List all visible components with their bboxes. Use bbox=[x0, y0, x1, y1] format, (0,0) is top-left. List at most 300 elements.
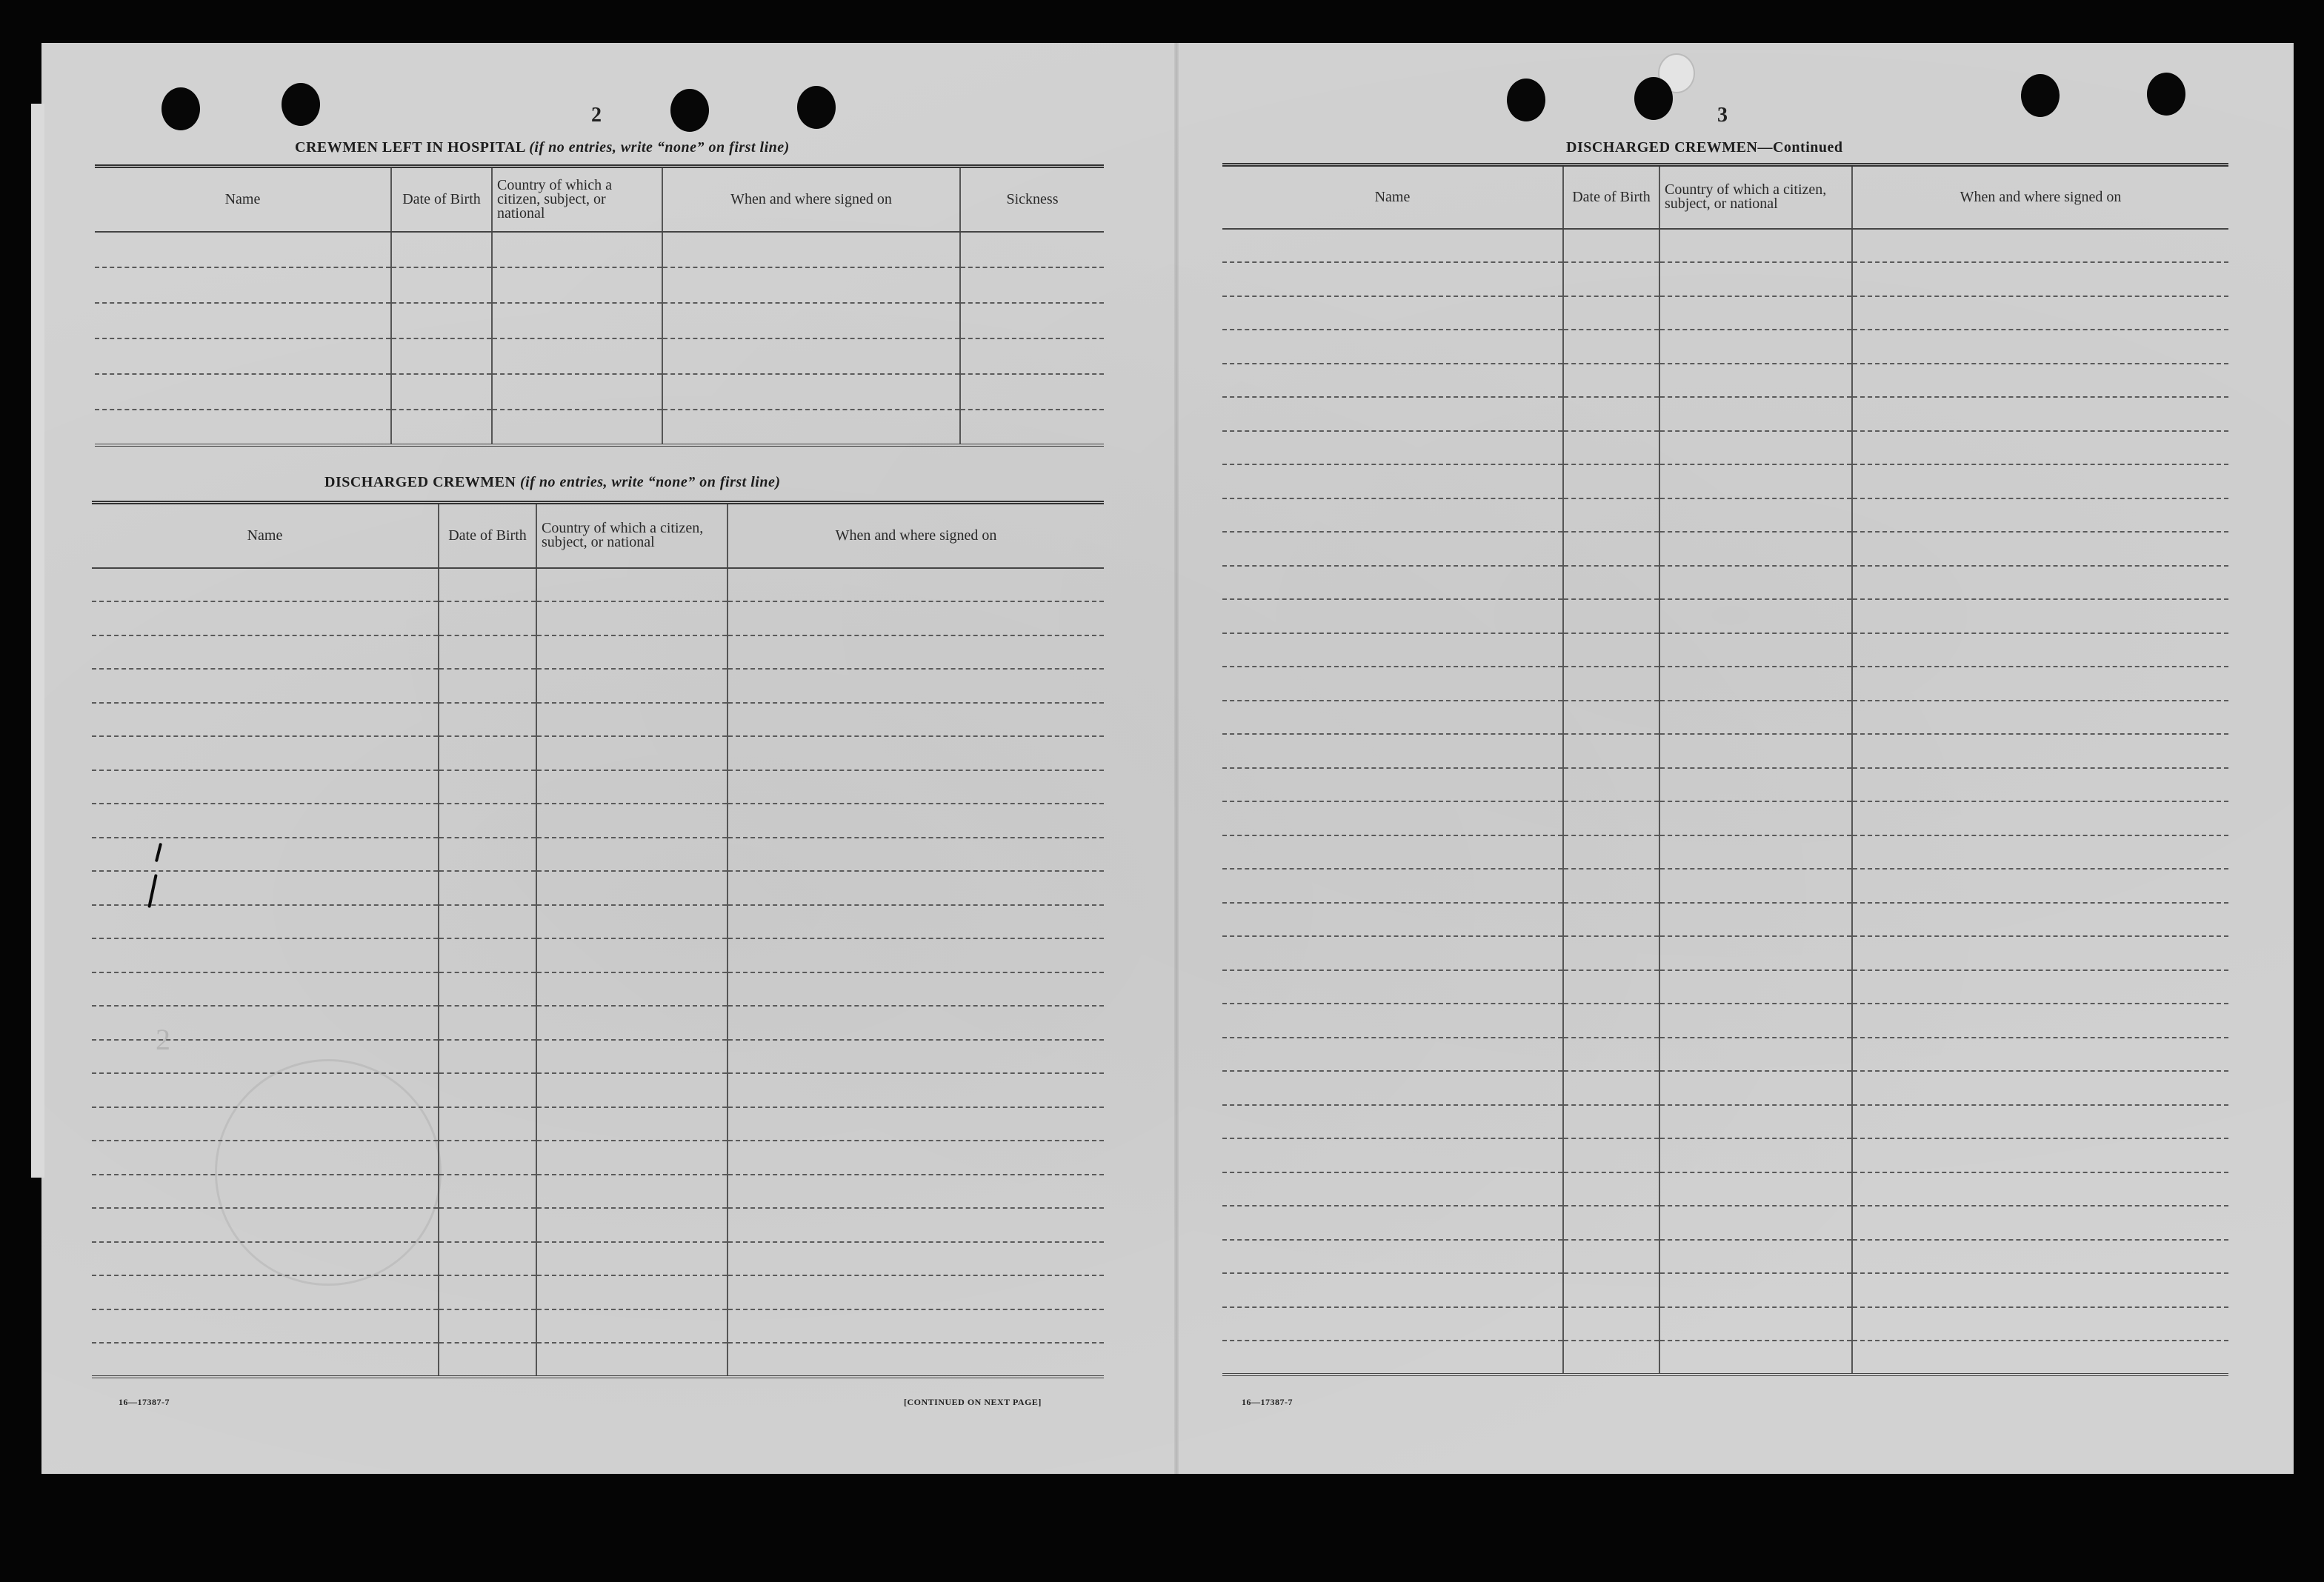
table-cell bbox=[92, 1275, 439, 1309]
table-cell bbox=[1659, 229, 1852, 263]
table-cell bbox=[1659, 1138, 1852, 1172]
table-row bbox=[1222, 330, 2228, 364]
table-cell bbox=[1222, 835, 1563, 870]
table-cell bbox=[1659, 1172, 1852, 1206]
table-cell bbox=[960, 232, 1104, 267]
table-cell bbox=[492, 232, 662, 267]
table-cell bbox=[536, 703, 728, 737]
table-cell bbox=[1852, 903, 2228, 937]
table-cell bbox=[391, 232, 492, 267]
table-cell bbox=[1222, 1273, 1563, 1307]
table-cell bbox=[1659, 801, 1852, 835]
table-cell bbox=[1852, 869, 2228, 903]
table-cell bbox=[1563, 633, 1659, 667]
table-cell bbox=[95, 338, 391, 374]
table-cell bbox=[1852, 532, 2228, 566]
table-cell bbox=[1222, 1071, 1563, 1105]
table-row bbox=[92, 669, 1104, 703]
table-cell bbox=[1222, 701, 1563, 735]
column-header-country: Country of which a citizen, subject, or national bbox=[492, 167, 662, 232]
table-row bbox=[92, 770, 1104, 804]
table-cell bbox=[1222, 1038, 1563, 1072]
table-cell bbox=[95, 232, 391, 267]
discharged-table-body bbox=[92, 568, 1104, 1377]
table-row bbox=[1222, 1138, 2228, 1172]
table-cell bbox=[1563, 1206, 1659, 1240]
table-cell bbox=[536, 838, 728, 872]
table-cell bbox=[92, 635, 439, 670]
table-cell bbox=[1563, 330, 1659, 364]
table-cell bbox=[391, 374, 492, 410]
table-row bbox=[1222, 1071, 2228, 1105]
table-row bbox=[92, 838, 1104, 872]
table-cell bbox=[536, 1343, 728, 1377]
table-cell bbox=[1563, 734, 1659, 768]
table-cell bbox=[1222, 498, 1563, 533]
column-header-signed-on: When and where signed on bbox=[1852, 165, 2228, 229]
table-row bbox=[1222, 667, 2228, 701]
table-cell bbox=[439, 1040, 536, 1074]
table-cell bbox=[439, 1242, 536, 1276]
table-cell bbox=[92, 1073, 439, 1107]
table-cell bbox=[536, 601, 728, 635]
table-cell bbox=[92, 1175, 439, 1209]
table-cell bbox=[92, 1040, 439, 1074]
table-row bbox=[1222, 229, 2228, 263]
table-cell bbox=[95, 410, 391, 445]
table-cell bbox=[1659, 296, 1852, 330]
table-cell bbox=[1563, 431, 1659, 465]
table-cell bbox=[92, 770, 439, 804]
column-header-country: Country of which a citizen, subject, or national bbox=[1659, 165, 1852, 229]
section-title-note: (if no entries, write “none” on first line) bbox=[519, 474, 781, 490]
column-header-name: Name bbox=[95, 167, 391, 232]
table-cell bbox=[728, 1242, 1104, 1276]
table-cell bbox=[1222, 633, 1563, 667]
table-cell bbox=[1563, 835, 1659, 870]
table-cell bbox=[1222, 296, 1563, 330]
table-cell bbox=[1659, 1341, 1852, 1375]
table-row bbox=[1222, 262, 2228, 296]
table-cell bbox=[728, 972, 1104, 1007]
table-cell bbox=[728, 1006, 1104, 1040]
table-cell bbox=[1563, 464, 1659, 498]
table-cell bbox=[1852, 1004, 2228, 1038]
table-cell bbox=[960, 267, 1104, 303]
table-row bbox=[1222, 936, 2228, 970]
table-cell bbox=[662, 232, 960, 267]
table-cell bbox=[1659, 1038, 1852, 1072]
table-cell bbox=[1852, 1307, 2228, 1341]
table-row bbox=[1222, 532, 2228, 566]
column-header-date-of-birth: Date of Birth bbox=[391, 167, 492, 232]
table-row bbox=[95, 338, 1104, 374]
table-cell bbox=[95, 303, 391, 338]
table-cell bbox=[92, 905, 439, 939]
table-row bbox=[92, 1343, 1104, 1377]
section-title-discharged bbox=[324, 474, 781, 491]
table-cell bbox=[92, 838, 439, 872]
table-row bbox=[95, 232, 1104, 267]
table-row bbox=[92, 1141, 1104, 1175]
table-cell bbox=[1852, 1138, 2228, 1172]
table-cell bbox=[439, 972, 536, 1007]
table-cell bbox=[1222, 801, 1563, 835]
section-title-main: DISCHARGED CREWMEN bbox=[324, 474, 516, 490]
table-cell bbox=[728, 601, 1104, 635]
table-row bbox=[1222, 1172, 2228, 1206]
table-row bbox=[95, 267, 1104, 303]
table-cell bbox=[1563, 768, 1659, 802]
column-header-date-of-birth: Date of Birth bbox=[1563, 165, 1659, 229]
table-cell bbox=[1659, 768, 1852, 802]
table-cell bbox=[1222, 1341, 1563, 1375]
punch-hole bbox=[1507, 79, 1545, 121]
table-cell bbox=[92, 938, 439, 972]
page-fold bbox=[1174, 43, 1179, 1474]
table-cell bbox=[1563, 498, 1659, 533]
column-header-name: Name bbox=[1222, 165, 1563, 229]
table-cell bbox=[1222, 970, 1563, 1004]
table-cell bbox=[1222, 734, 1563, 768]
punch-hole bbox=[162, 87, 200, 130]
table-cell bbox=[1222, 936, 1563, 970]
page-number: 2 bbox=[591, 104, 602, 127]
table-cell bbox=[1659, 1071, 1852, 1105]
table-cell bbox=[728, 770, 1104, 804]
table-cell bbox=[1659, 1206, 1852, 1240]
table-cell bbox=[1659, 330, 1852, 364]
table-row bbox=[1222, 1206, 2228, 1240]
table-cell bbox=[1852, 667, 2228, 701]
table-cell bbox=[1222, 1172, 1563, 1206]
table-cell bbox=[1563, 296, 1659, 330]
table-cell bbox=[1222, 903, 1563, 937]
table-cell bbox=[1659, 835, 1852, 870]
table-cell bbox=[1852, 330, 2228, 364]
section-title-note: (if no entries, write “none” on first line) bbox=[529, 139, 790, 156]
table-cell bbox=[439, 905, 536, 939]
table-cell bbox=[536, 1175, 728, 1209]
table-cell bbox=[1563, 1071, 1659, 1105]
table-cell bbox=[536, 669, 728, 703]
table-row bbox=[1222, 701, 2228, 735]
table-row bbox=[1222, 1341, 2228, 1375]
table-cell bbox=[1563, 701, 1659, 735]
table-cell bbox=[1852, 464, 2228, 498]
table-cell bbox=[1852, 936, 2228, 970]
faint-mark: 2 bbox=[156, 1023, 170, 1056]
table-cell bbox=[1659, 1273, 1852, 1307]
table-row bbox=[92, 1107, 1104, 1141]
table-cell bbox=[1659, 667, 1852, 701]
table-cell bbox=[1852, 262, 2228, 296]
table-cell bbox=[439, 1141, 536, 1175]
table-cell bbox=[439, 1309, 536, 1344]
table-cell bbox=[1222, 1206, 1563, 1240]
table-cell bbox=[728, 568, 1104, 602]
table-cell bbox=[728, 1343, 1104, 1377]
table-cell bbox=[492, 267, 662, 303]
table-row bbox=[92, 1275, 1104, 1309]
table-cell bbox=[1222, 229, 1563, 263]
table-cell bbox=[1563, 1240, 1659, 1274]
table-cell bbox=[536, 1242, 728, 1276]
table-row bbox=[95, 303, 1104, 338]
table-row bbox=[92, 905, 1104, 939]
table-cell bbox=[1222, 431, 1563, 465]
table-cell bbox=[1563, 262, 1659, 296]
table-row bbox=[92, 1006, 1104, 1040]
table-cell bbox=[492, 303, 662, 338]
section-title-main: CREWMEN LEFT IN HOSPITAL bbox=[295, 139, 525, 156]
table-cell bbox=[1852, 1172, 2228, 1206]
table-cell bbox=[1659, 903, 1852, 937]
table-cell bbox=[439, 736, 536, 770]
table-cell bbox=[1659, 970, 1852, 1004]
table-cell bbox=[728, 905, 1104, 939]
table-cell bbox=[439, 938, 536, 972]
table-cell bbox=[1659, 701, 1852, 735]
table-cell bbox=[1852, 566, 2228, 600]
table-cell bbox=[439, 1275, 536, 1309]
table-cell bbox=[1563, 801, 1659, 835]
table-row bbox=[92, 972, 1104, 1007]
table-row bbox=[1222, 1038, 2228, 1072]
column-header-name: Name bbox=[92, 503, 439, 568]
table-cell bbox=[492, 410, 662, 445]
table-cell bbox=[1222, 599, 1563, 633]
table-cell bbox=[92, 1343, 439, 1377]
table-cell bbox=[536, 736, 728, 770]
table-cell bbox=[1852, 599, 2228, 633]
table-cell bbox=[536, 1208, 728, 1242]
table-row bbox=[1222, 801, 2228, 835]
table-row bbox=[92, 635, 1104, 670]
table-cell bbox=[728, 635, 1104, 670]
table-cell bbox=[1563, 599, 1659, 633]
table-cell bbox=[391, 410, 492, 445]
table-cell bbox=[536, 871, 728, 905]
table-cell bbox=[1222, 464, 1563, 498]
table-row bbox=[92, 1242, 1104, 1276]
table-cell bbox=[1659, 431, 1852, 465]
table-cell bbox=[536, 1141, 728, 1175]
table-cell bbox=[536, 938, 728, 972]
table-cell bbox=[1222, 1105, 1563, 1139]
table-cell bbox=[1563, 1004, 1659, 1038]
table-row bbox=[1222, 498, 2228, 533]
table-cell bbox=[728, 871, 1104, 905]
section-title-hospital bbox=[295, 139, 790, 156]
table-cell bbox=[492, 338, 662, 374]
table-cell bbox=[536, 1040, 728, 1074]
table-cell bbox=[1659, 532, 1852, 566]
table-cell bbox=[536, 770, 728, 804]
punch-hole bbox=[1634, 77, 1673, 120]
table-cell bbox=[1222, 869, 1563, 903]
table-cell bbox=[92, 1141, 439, 1175]
table-row bbox=[1222, 566, 2228, 600]
table-cell bbox=[1222, 1138, 1563, 1172]
table-cell bbox=[492, 374, 662, 410]
table-cell bbox=[1852, 229, 2228, 263]
column-header-country: Country of which a citizen, subject, or national bbox=[536, 503, 728, 568]
table-cell bbox=[1659, 936, 1852, 970]
table-cell bbox=[95, 374, 391, 410]
table-cell bbox=[1852, 1038, 2228, 1072]
table-cell bbox=[728, 1309, 1104, 1344]
table-cell bbox=[1852, 970, 2228, 1004]
table-cell bbox=[662, 374, 960, 410]
table-cell bbox=[92, 1208, 439, 1242]
table-cell bbox=[1659, 498, 1852, 533]
table-cell bbox=[439, 1073, 536, 1107]
table-cell bbox=[1852, 1105, 2228, 1139]
table-cell bbox=[1563, 397, 1659, 431]
table-cell bbox=[960, 374, 1104, 410]
table-cell bbox=[391, 303, 492, 338]
table-cell bbox=[1659, 262, 1852, 296]
table-cell bbox=[439, 770, 536, 804]
table-cell bbox=[1563, 667, 1659, 701]
table-cell bbox=[536, 1107, 728, 1141]
table-cell bbox=[728, 669, 1104, 703]
table-cell bbox=[1659, 869, 1852, 903]
table-cell bbox=[439, 635, 536, 670]
table-cell bbox=[1563, 1138, 1659, 1172]
table-cell bbox=[1222, 532, 1563, 566]
table-cell bbox=[92, 1309, 439, 1344]
table-cell bbox=[439, 1208, 536, 1242]
table-cell bbox=[439, 804, 536, 838]
table-cell bbox=[1659, 397, 1852, 431]
table-cell bbox=[662, 303, 960, 338]
table-cell bbox=[536, 635, 728, 670]
table-cell bbox=[1222, 667, 1563, 701]
column-header-signed-on: When and where signed on bbox=[728, 503, 1104, 568]
table-cell bbox=[960, 410, 1104, 445]
table-row bbox=[92, 1309, 1104, 1344]
punch-hole bbox=[797, 86, 836, 129]
table-row bbox=[1222, 835, 2228, 870]
table-row bbox=[1222, 970, 2228, 1004]
table-cell bbox=[1222, 768, 1563, 802]
table-cell bbox=[92, 669, 439, 703]
page-number: 3 bbox=[1717, 104, 1728, 127]
table-row bbox=[92, 1175, 1104, 1209]
table-cell bbox=[92, 1006, 439, 1040]
table-row bbox=[92, 1040, 1104, 1074]
table-cell bbox=[1852, 1341, 2228, 1375]
table-cell bbox=[439, 871, 536, 905]
punch-hole bbox=[282, 83, 320, 126]
table-cell bbox=[1659, 464, 1852, 498]
table-cell bbox=[1659, 734, 1852, 768]
table-row bbox=[1222, 1240, 2228, 1274]
table-cell bbox=[728, 703, 1104, 737]
table-cell bbox=[1659, 1240, 1852, 1274]
table-row bbox=[1222, 1273, 2228, 1307]
table-cell bbox=[662, 267, 960, 303]
table-row bbox=[1222, 768, 2228, 802]
table-row bbox=[1222, 869, 2228, 903]
punch-hole bbox=[2147, 73, 2185, 116]
table-cell bbox=[662, 338, 960, 374]
punch-hole bbox=[670, 89, 709, 132]
table-cell bbox=[728, 938, 1104, 972]
table-row bbox=[1222, 734, 2228, 768]
table-cell bbox=[439, 1006, 536, 1040]
hospital-table bbox=[95, 164, 1104, 447]
table-row bbox=[1222, 1105, 2228, 1139]
table-cell bbox=[1563, 229, 1659, 263]
table-cell bbox=[1852, 633, 2228, 667]
discharged-continued-table bbox=[1222, 163, 2228, 1376]
table-cell bbox=[92, 804, 439, 838]
table-cell bbox=[536, 972, 728, 1007]
table-cell bbox=[536, 1275, 728, 1309]
table-cell bbox=[92, 1242, 439, 1276]
column-header-signed-on: When and where signed on bbox=[662, 167, 960, 232]
table-cell bbox=[1659, 633, 1852, 667]
table-cell bbox=[1563, 869, 1659, 903]
table-cell bbox=[728, 1208, 1104, 1242]
table-row bbox=[1222, 1307, 2228, 1341]
table-cell bbox=[92, 601, 439, 635]
table-row bbox=[1222, 464, 2228, 498]
table-cell bbox=[1852, 1206, 2228, 1240]
table-cell bbox=[1563, 970, 1659, 1004]
table-cell bbox=[1563, 936, 1659, 970]
table-cell bbox=[1222, 262, 1563, 296]
table-cell bbox=[1222, 1307, 1563, 1341]
table-row bbox=[1222, 431, 2228, 465]
table-cell bbox=[1222, 397, 1563, 431]
table-cell bbox=[1563, 1172, 1659, 1206]
table-cell bbox=[662, 410, 960, 445]
table-cell bbox=[439, 1175, 536, 1209]
table-cell bbox=[1659, 1307, 1852, 1341]
table-cell bbox=[391, 267, 492, 303]
table-row bbox=[92, 804, 1104, 838]
table-cell bbox=[1852, 801, 2228, 835]
table-cell bbox=[1659, 1004, 1852, 1038]
table-cell bbox=[728, 838, 1104, 872]
table-cell bbox=[92, 703, 439, 737]
table-cell bbox=[1563, 1341, 1659, 1375]
table-cell bbox=[1563, 1105, 1659, 1139]
form-number: 16—17387-7 bbox=[119, 1397, 170, 1407]
table-cell bbox=[1852, 498, 2228, 533]
table-row bbox=[1222, 599, 2228, 633]
table-row bbox=[92, 568, 1104, 602]
table-cell bbox=[1852, 364, 2228, 398]
table-cell bbox=[1563, 1307, 1659, 1341]
table-cell bbox=[1659, 599, 1852, 633]
table-cell bbox=[1563, 1273, 1659, 1307]
table-cell bbox=[728, 736, 1104, 770]
table-cell bbox=[439, 838, 536, 872]
table-row bbox=[1222, 633, 2228, 667]
table-cell bbox=[439, 669, 536, 703]
table-row bbox=[92, 736, 1104, 770]
table-cell bbox=[1852, 1071, 2228, 1105]
table-cell bbox=[536, 905, 728, 939]
punch-hole bbox=[2021, 74, 2060, 117]
table-cell bbox=[1563, 566, 1659, 600]
table-row bbox=[92, 703, 1104, 737]
